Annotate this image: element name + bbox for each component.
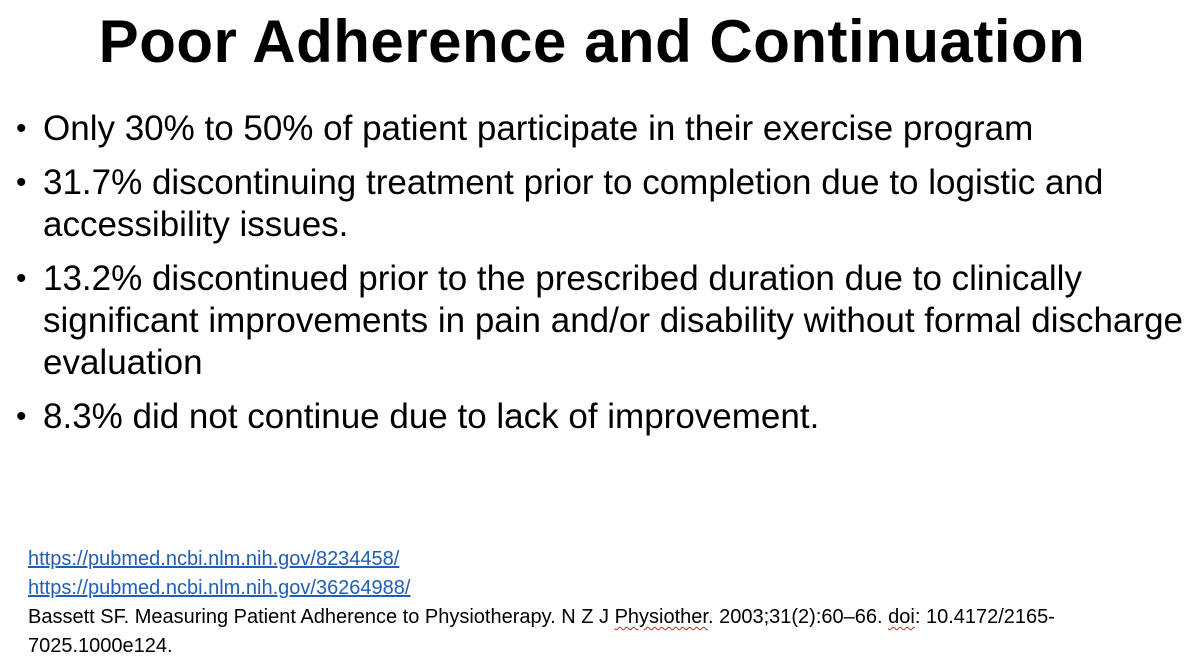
bullet-text: Only 30% to 50% of patient participate in their exercise program [43, 109, 1034, 148]
bullet-text: 13.2% discontinued prior to the prescribed duration due to clinically significant improvements in pain and/or disability without formal discharge evaluation [43, 259, 1183, 382]
bullet-text: 8.3% did not continue due to lack of improvement. [43, 397, 820, 436]
bullet-icon: • [16, 262, 27, 295]
bullet-icon: • [16, 112, 27, 145]
bullet-item [16, 258, 1186, 384]
citation-part: : 10.4172/2165-7025.1000e124. [28, 606, 1055, 657]
bullet-item [16, 108, 1186, 150]
bullet-item [16, 396, 1186, 438]
bullet-icon: • [16, 166, 27, 199]
reference-link[interactable]: https://pubmed.ncbi.nlm.nih.gov/8234458/ [28, 548, 400, 570]
citation-part: . 2003;31(2):60–66. [707, 606, 889, 628]
references [28, 545, 1193, 661]
bullet-text: 31.7% discontinuing treatment prior to completion due to logistic and accessibility issues. [43, 163, 1104, 244]
bullet-item [16, 162, 1186, 246]
spellcheck-word: Physiother [614, 606, 708, 628]
bullet-list [16, 108, 1186, 450]
bullet-icon: • [16, 400, 27, 433]
citation [28, 603, 1193, 661]
slide-title: Poor Adherence and Continuation [98, 8, 1086, 75]
citation-part: Bassett SF. Measuring Patient Adherence to Physiotherapy. N Z J [28, 606, 615, 628]
reference-link[interactable]: https://pubmed.ncbi.nlm.nih.gov/36264988/ [28, 577, 411, 599]
spellcheck-word: doi [888, 606, 915, 628]
